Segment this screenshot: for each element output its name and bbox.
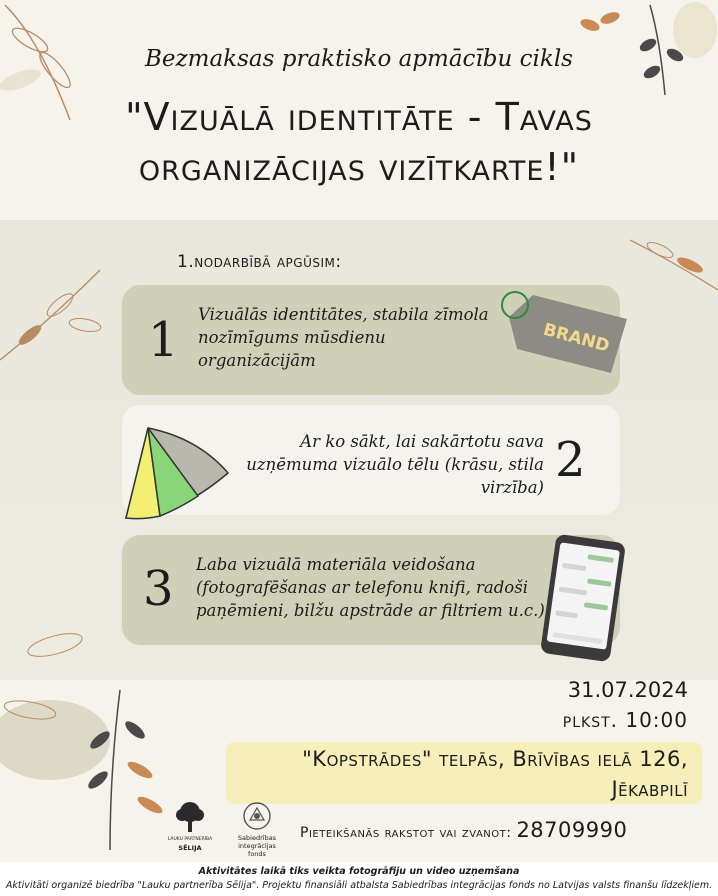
item-1-line-3: organizācijām (198, 351, 316, 370)
color-fan-icon (120, 418, 230, 524)
selija-tree-logo-icon (172, 800, 208, 834)
item-text-2 (222, 430, 544, 499)
sif-line-2: fonds (248, 850, 266, 858)
section-heading: 1.nodarbībā apgūsim: (177, 252, 342, 272)
leaf-branch-bottom-left-icon (0, 620, 180, 860)
title-line-2: organizācijas vizītkarte!" (138, 145, 580, 189)
selija-small-text: LAUKU PARTNERĪBA (167, 837, 213, 842)
contact-label: Pieteikšanās rakstot vai zvanot: (300, 825, 512, 841)
item-2-line-1: Ar ko sākt, lai sakārtotu sava (300, 432, 544, 451)
event-venue (188, 744, 688, 804)
contact-phone[interactable]: 28709990 (516, 818, 628, 842)
event-date: 31.07.2024 (567, 678, 688, 702)
item-1-line-2: nozīmīgums mūsdienu (198, 328, 386, 347)
item-1-line-1: Vizuālās identitātes, stabila zīmola (198, 305, 489, 324)
footer-photo-notice: Aktivitātes laikā tiks veikta fotogrāfiju un video uzņemšana (198, 866, 520, 877)
footer-funding-notice: Aktivitāti organizē biedrība "Lauku partnerība Sēlija". Projektu finansiāli atbalsta Sabiedrības integrācijas fonds no Latvijas valsts finanšu līdzekļiem. (5, 880, 713, 891)
selija-name: SĒLIJA (178, 844, 202, 852)
sif-emblem-logo-icon (240, 800, 274, 832)
contact-info (300, 818, 627, 842)
item-2-line-3: virzība) (480, 478, 544, 497)
item-3-line-2: (fotografēšanas ar telefonu knifi, radoši (196, 578, 528, 597)
event-time: plkst. 10:00 (562, 708, 688, 732)
item-3-line-3: paņēmieni, bilžu apstrāde ar filtriem u.c.) (196, 601, 545, 620)
item-3-line-1: Laba vizuālā materiāla veidošana (196, 555, 476, 574)
title-line-1: "Vizuālā identitāte - Tavas (125, 95, 593, 139)
item-number-1: 1 (148, 312, 179, 368)
venue-line-1: "Kopstrādes" telpās, Brīvības ielā 126, (302, 747, 688, 771)
item-2-line-2: uzņēmuma vizuālo tēlu (krāsu, stila (246, 455, 544, 474)
page-title (40, 92, 678, 192)
sif-logo-caption (222, 834, 292, 858)
sif-line-1: Sabiedrības integrācijas (237, 834, 277, 850)
subtitle: Bezmaksas praktisko apmācību cikls (145, 46, 573, 72)
venue-line-2: Jēkabpilī (611, 777, 688, 801)
brand-tag-text: BRAND (541, 319, 612, 357)
item-text-3 (196, 553, 545, 622)
item-number-2: 2 (555, 432, 586, 488)
brand-tag-icon (495, 287, 635, 377)
item-number-3: 3 (143, 561, 174, 617)
smartphone-chat-icon (530, 532, 636, 664)
item-text-1 (198, 303, 489, 372)
leaf-branch-left-icon (0, 260, 110, 380)
selija-logo-caption (162, 836, 218, 852)
